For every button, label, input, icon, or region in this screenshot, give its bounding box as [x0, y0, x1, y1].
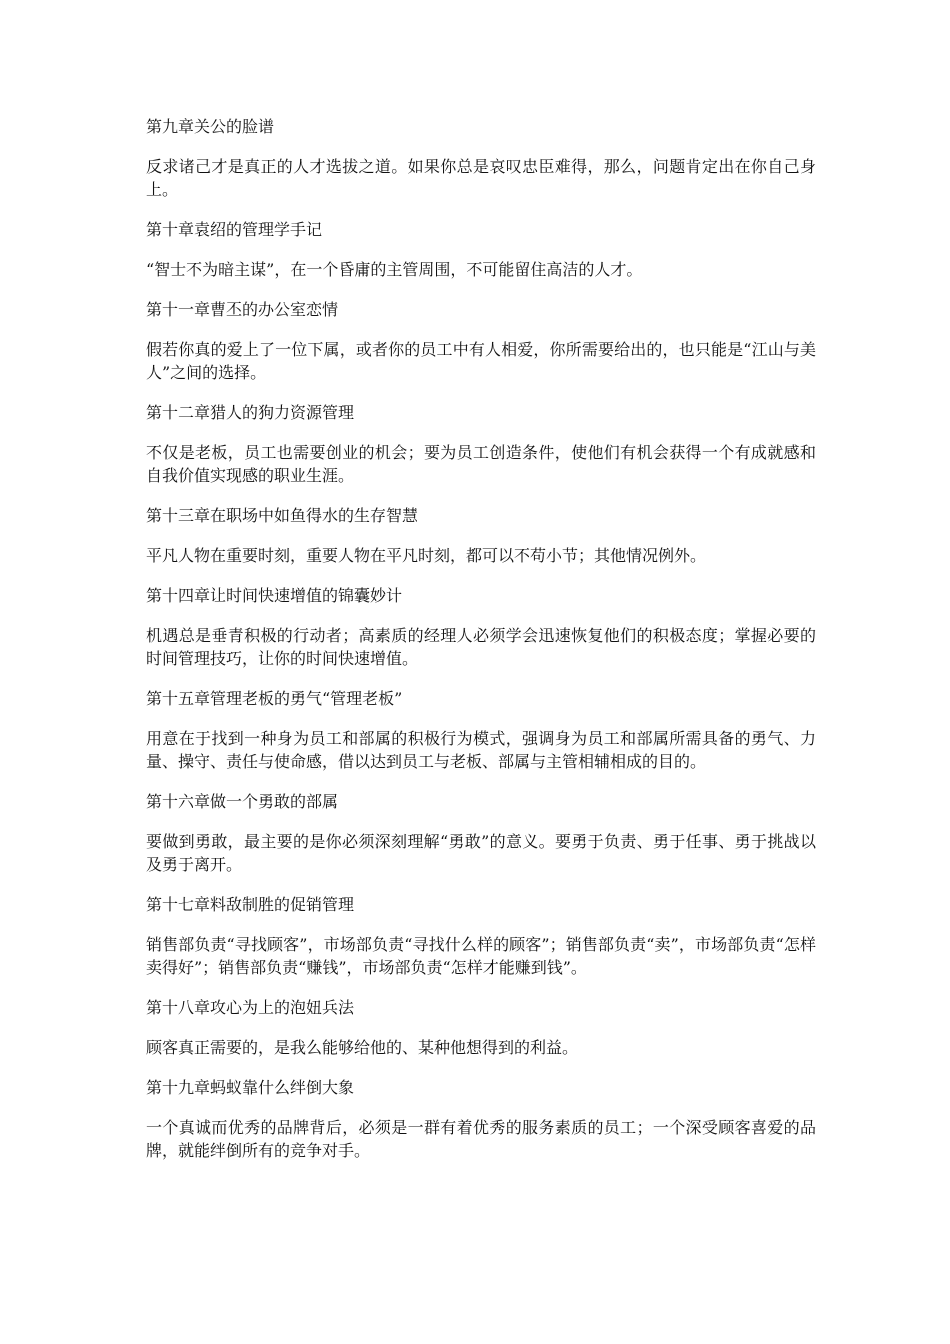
- chapter-section: [146, 298, 816, 384]
- chapter-section: [146, 996, 816, 1059]
- document-body: [146, 115, 816, 1179]
- chapter-title: 第十九章蚂蚁靠什么绊倒大象: [146, 1078, 355, 1097]
- chapter-summary: 顾客真正需要的，是我么能够给他的、某种他想得到的利益。: [146, 1038, 579, 1057]
- chapter-section: [146, 401, 816, 487]
- chapter-section: [146, 584, 816, 670]
- chapter-title: 第十一章曹丕的办公室恋情: [146, 300, 339, 319]
- chapter-title: 第十章袁绍的管理学手记: [146, 220, 323, 239]
- chapter-section: [146, 504, 816, 567]
- chapter-section: [146, 1076, 816, 1162]
- chapter-title: 第十二章猎人的狗力资源管理: [146, 403, 355, 422]
- chapter-title: 第十七章料敌制胜的促销管理: [146, 895, 355, 914]
- chapter-section: [146, 790, 816, 876]
- chapter-summary: 不仅是老板，员工也需要创业的机会；要为员工创造条件，使他们有机会获得一个有成就感和自我价值实现感的职业生涯。: [146, 443, 816, 485]
- chapter-summary: 假若你真的爱上了一位下属，或者你的员工中有人相爱，你所需要给出的，也只能是“江山与美人”之间的选择。: [146, 340, 816, 382]
- chapter-section: [146, 687, 816, 773]
- chapter-summary: 用意在于找到一种身为员工和部属的积极行为模式，强调身为员工和部属所需具备的勇气、力量、操守、责任与使命感，借以达到员工与老板、部属与主管相辅相成的目的。: [146, 729, 816, 771]
- chapter-summary: 平凡人物在重要时刻，重要人物在平凡时刻，都可以不苟小节；其他情况例外。: [146, 546, 707, 565]
- chapter-section: [146, 218, 816, 281]
- chapter-title: 第十三章在职场中如鱼得水的生存智慧: [146, 506, 419, 525]
- chapter-summary: 销售部负责“寻找顾客”，市场部负责“寻找什么样的顾客”；销售部负责“卖”，市场部负责“怎样卖得好”；销售部负责“赚钱”，市场部负责“怎样才能赚到钱”。: [146, 935, 816, 977]
- chapter-summary: 反求诸己才是真正的人才选拔之道。如果你总是哀叹忠臣难得，那么，问题肯定出在你自己身上。: [146, 157, 816, 199]
- chapter-title: 第十四章让时间快速增值的锦囊妙计: [146, 586, 403, 605]
- chapter-section: [146, 893, 816, 979]
- chapter-title: 第十八章攻心为上的泡妞兵法: [146, 998, 355, 1017]
- chapter-title: 第九章关公的脸谱: [146, 117, 275, 136]
- chapter-summary: “智士不为暗主谋”，在一个昏庸的主管周围，不可能留住高洁的人才。: [146, 260, 643, 279]
- chapter-section: [146, 115, 816, 201]
- chapter-title: 第十六章做一个勇敢的部属: [146, 792, 339, 811]
- chapter-summary: 一个真诚而优秀的品牌背后，必须是一群有着优秀的服务素质的员工；一个深受顾客喜爱的品牌，就能绊倒所有的竞争对手。: [146, 1118, 816, 1160]
- chapter-title: 第十五章管理老板的勇气“管理老板”: [146, 689, 403, 708]
- chapter-summary: 要做到勇敢，最主要的是你必须深刻理解“勇敢”的意义。要勇于负责、勇于任事、勇于挑战以及勇于离开。: [146, 832, 816, 874]
- chapter-summary: 机遇总是垂青积极的行动者；高素质的经理人必须学会迅速恢复他们的积极态度；掌握必要的时间管理技巧，让你的时间快速增值。: [146, 626, 816, 668]
